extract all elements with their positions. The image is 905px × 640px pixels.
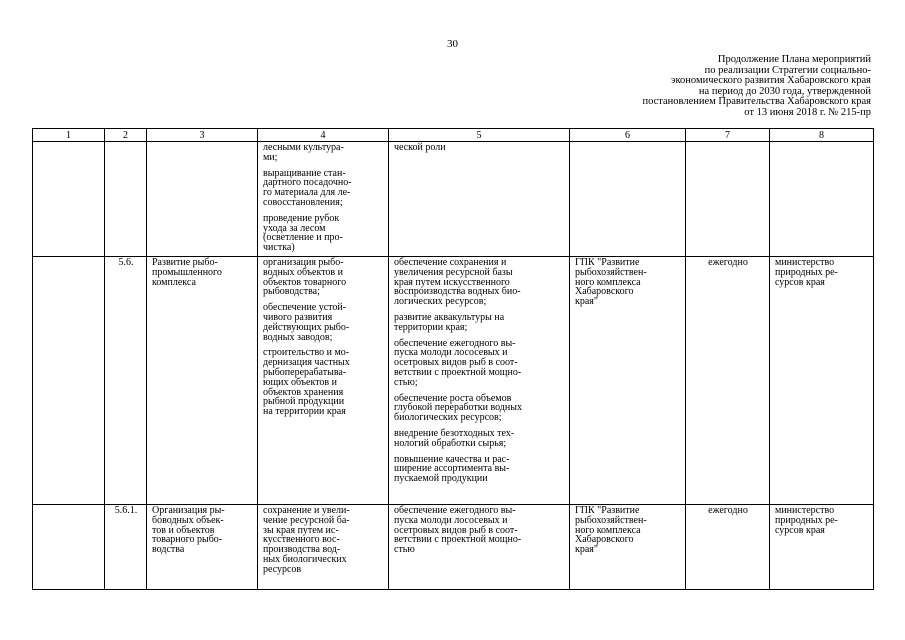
column-header: 6 [570,129,686,142]
cell-name: Развитие рыбо- промышленного комплекса [147,257,258,505]
cell-paragraph: обеспечение сохранения и увеличения ресурсной базы края путем искусственного воспроизводства водных био- логических ресурсов; [394,257,521,308]
cell-paragraph: обеспечение устой- чивого развития действующих рыбо- водных заводов; [263,302,350,343]
column-header: 5 [389,129,570,142]
cell-program: ГПК "Развитие рыбохозяйствен- ного комплекса Хабаровского края" [570,257,686,505]
header-note-line: по реализации Стратегии социально- [704,64,871,76]
cell-paragraph: проведение рубок ухода за лесом (осветление и про- чистка) [263,212,343,254]
cell-col1 [33,257,105,505]
cell-results [389,257,570,505]
cell-number [105,142,147,257]
column-header: 8 [770,129,874,142]
cell-name: Организация ры- боводных объек- тов и объектов товарного рыбо- водства [147,505,258,590]
column-header: 4 [258,129,389,142]
document-header-note [642,55,871,118]
header-note-line: от 13 июня 2018 г. № 215-пр [744,106,871,118]
cell-paragraph: выращивание стан- дартного посадочно- го материала для ле- совосстановления; [263,167,352,208]
cell-paragraph: строительство и мо- дернизация частных рыбоперерабатыва- ющих объектов и объектов хранения рыбной продукции на территории края [263,347,350,418]
cell-paragraph: повышение качества и рас- ширение ассортимента вы- пускаемой продукции [394,453,510,485]
table-row [33,257,874,505]
plan-table [32,128,874,590]
cell-responsible: министерство природных ре- сурсов края [770,257,874,505]
table-body [33,142,874,590]
column-header: 3 [147,129,258,142]
cell-number: 5.6.1. [105,505,147,590]
cell-name [147,142,258,257]
cell-paragraph: развитие аквакультуры на территории края; [394,311,505,333]
cell-paragraph: внедрение безотходных тех- нологий обработки сырья; [394,427,515,449]
header-note-line: экономического развития Хабаровского края [670,75,871,86]
cell-results [389,505,570,590]
cell-term: ежегодно [686,257,770,505]
cell-number: 5.6. [105,257,147,505]
cell-paragraph: обеспечение ежегодного вы- пуска молоди лососевых и осетровых видов рыб в соот- ветствии с проектной мощно- стью; [394,337,522,388]
cell-col1 [33,142,105,257]
table-header-row [33,129,874,142]
cell-paragraph: организация рыбо- водных объектов и объектов товарного рыбоводства; [263,257,347,298]
cell-col1 [33,505,105,590]
cell-paragraph: сохранение и увели- чение ресурсной ба- зы края путем ис- кусственного вос- производства вод- ных биологических ресурсов [263,505,350,575]
column-header: 1 [33,129,105,142]
cell-responsible: министерство природных ре- сурсов края [770,505,874,590]
cell-paragraph: ческой роли [394,142,446,153]
cell-program [570,142,686,257]
cell-program: ГПК "Развитие рыбохозяйствен- ного комплекса Хабаровского края" [570,505,686,590]
header-note-line: Продолжение Плана мероприятий [717,54,871,65]
column-header: 2 [105,129,147,142]
cell-responsible [770,142,874,257]
column-header: 7 [686,129,770,142]
header-note-line: постановлением Правительства Хабаровского края [642,96,871,107]
cell-term [686,142,770,257]
cell-paragraph: обеспечение ежегодного вы- пуска молоди лососевых и осетровых видов рыб в соот- ветствии с проектной мощно- стью [394,505,522,556]
cell-measures [258,505,389,590]
cell-results [389,142,570,257]
cell-measures [258,257,389,505]
cell-paragraph: обеспечение роста объемов глубокой переработки водных биологических ресурсов; [394,392,522,424]
table-row [33,505,874,590]
table-row [33,142,874,257]
page-number: 30 [447,38,458,50]
header-note-line: на период до 2030 года, утвержденной [698,85,871,97]
cell-paragraph: лесными культура- ми; [263,142,344,163]
cell-term: ежегодно [686,505,770,590]
cell-measures [258,142,389,257]
